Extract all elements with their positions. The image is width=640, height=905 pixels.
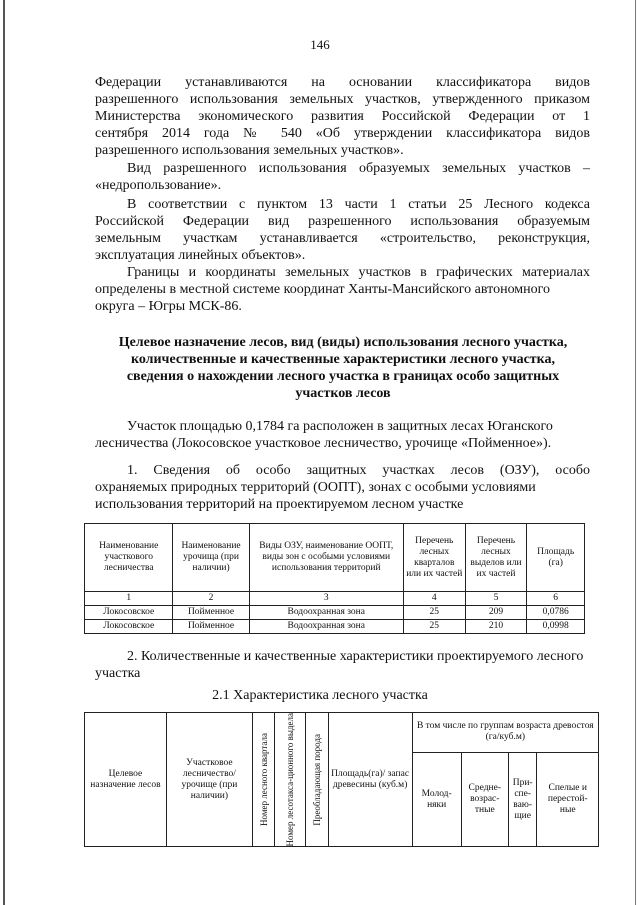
paragraph-forest-code: В соответствии с пунктом 13 части 1 статьи 25 Лесного кодекса Российской Федерации вид разрешенного использования образуемым земельным участкам устанавливается «строительство, реконструкция, эксплуатация линейных объектов».: [95, 197, 590, 263]
header-age-maturing: При- спе- ваю- щие: [508, 752, 537, 847]
header-purpose: Целевое назначение лесов: [85, 713, 167, 847]
paragraph-permitted-use: Вид разрешенного использования образуемых земельных участков – «недропользование».: [95, 161, 590, 193]
ozu-table-numbering: 1 2 3 4 5 6: [85, 592, 585, 606]
header-divisions: Перечень лесных выделов или их частей: [465, 524, 527, 592]
header-tract: Наименование урочища (при наличии): [173, 524, 249, 592]
section-1-heading: 1. Сведения об особо защитных участках лесов (ОЗУ), особо охраняемых природных территорий (ООПТ), зонах с особыми условиями использования территорий на проектируемом лесном участке: [95, 463, 590, 512]
header-quarters: Перечень лесных кварталов или их частей: [403, 524, 465, 592]
forest-characteristics-table: [84, 712, 599, 847]
header-forestry: Участковое лесничество/ урочище (при наличии): [166, 713, 252, 847]
subsection-title: 2.1 Характеристика лесного участка: [212, 688, 428, 703]
header-division-number: Номер лесотакса-ционного выдела: [275, 713, 306, 847]
section-heading: Целевое назначение лесов, вид (виды) использования лесного участка, количественные и качественные характеристики лесного участка, сведения о нахождении лесного участка в границах особо защитных участков лесов: [118, 335, 568, 401]
table-row: Локосовское Пойменное Водоохранная зона 25 209 0,0786: [85, 606, 585, 620]
header-age-young: Молод- няки: [412, 752, 461, 847]
header-area-stock: Площадь(га)/ запас древесины (куб.м): [328, 713, 412, 847]
ozu-table-header: [85, 524, 585, 592]
header-age-middle: Средне- возрас- тные: [461, 752, 508, 847]
header-age-mature: Спелые и перестой- ные: [537, 752, 599, 847]
section-2-heading: 2. Количественные и качественные характеристики проектируемого лесного участка: [95, 649, 584, 681]
header-age-groups: В том числе по группам возраста древостоя (га/куб.м): [412, 713, 598, 753]
paragraph-classifier: Федерации устанавливаются на основании классификатора видов разрешенного использования земельных участков, утвержденного приказом Министерства экономического развития Российской Федерации от 1 сентября 2014 года № 540 «Об утверждении классификатора видов разрешенного использования земельных участков».: [95, 75, 590, 158]
header-area: Площадь (га): [527, 524, 585, 592]
page-number: 146: [310, 37, 330, 52]
page-edge-left: [3, 0, 5, 905]
header-species: Преобладающая порода: [306, 713, 329, 847]
header-zone-type: Виды ОЗУ, наименование ООПТ, виды зон с особыми условиями использования территорий: [249, 524, 403, 592]
ozu-table: [84, 523, 585, 634]
paragraph-coordinates: Границы и координаты земельных участков в графических материалах определены в местной системе координат Ханты-Мансийского автономного округа – Югры МСК-86.: [95, 265, 590, 314]
page-edge-right: [635, 0, 636, 905]
paragraph-area: Участок площадью 0,1784 га расположен в защитных лесах Юганского лесничества (Локосовское участковое лесничество, урочище «Пойменное»).: [95, 419, 553, 451]
header-quarter-number: Номер лесного квартала: [252, 713, 275, 847]
table-row: Локосовское Пойменное Водоохранная зона 25 210 0,0998: [85, 620, 585, 634]
header-forestry: Наименование участкового лесничества: [85, 524, 173, 592]
